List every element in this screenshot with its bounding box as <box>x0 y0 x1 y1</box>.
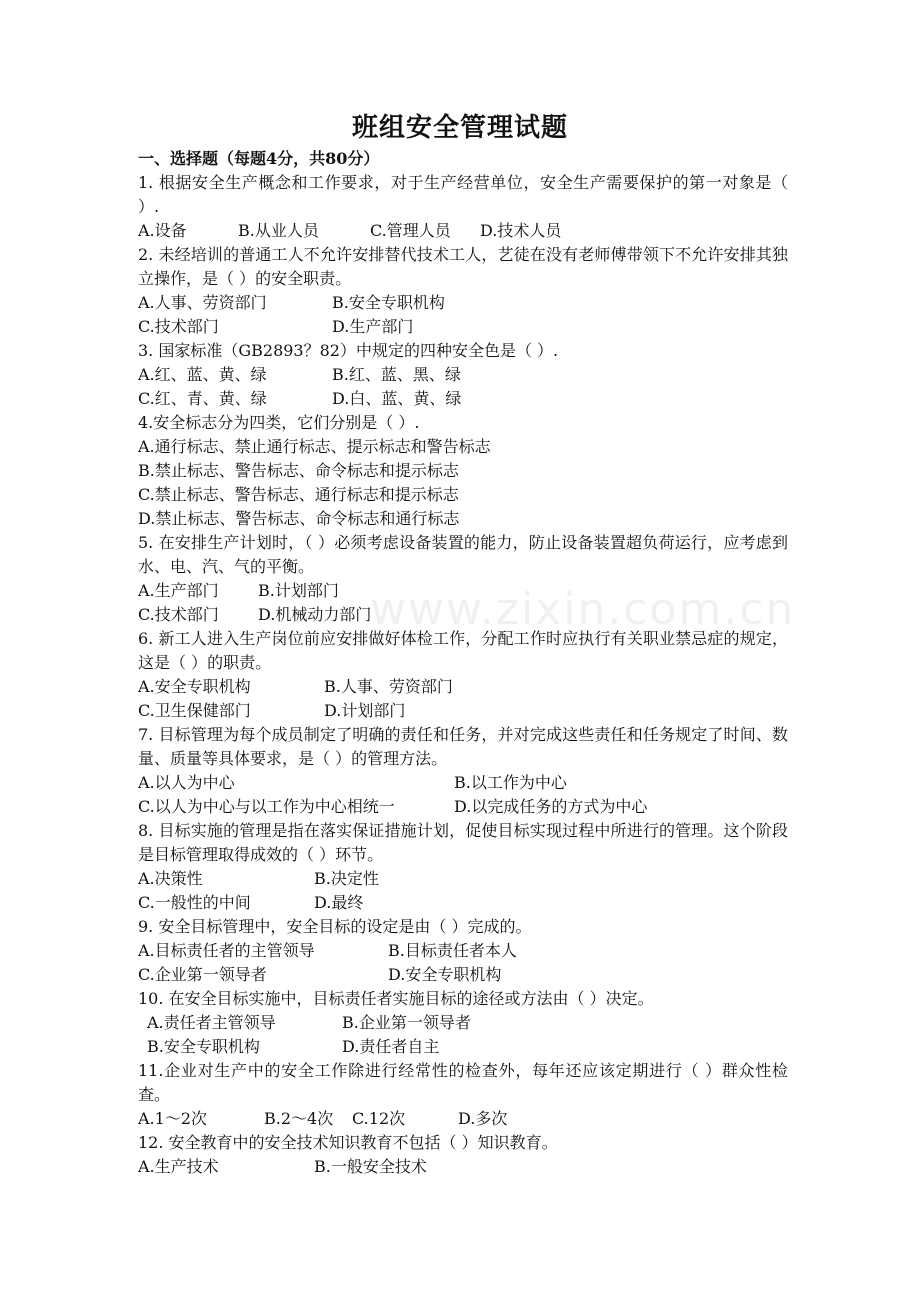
question-stem: 10. 在安全目标实施中，目标责任者实施目标的途径或方法由（ ）决定。 <box>138 989 654 1008</box>
option: C.一般性的中间 <box>138 893 251 912</box>
option-row <box>138 891 788 915</box>
option: B.企业第一领导者 <box>342 1013 471 1032</box>
option: C.12次 <box>352 1109 406 1128</box>
option: B.从业人员 <box>238 221 319 240</box>
option-row <box>138 387 788 411</box>
option: A.通行标志、禁止通行标志、提示标志和警告标志 <box>138 437 491 456</box>
question-stem: 2. 未经培训的普通工人不允许安排替代技术工人，艺徒在没有老师傅带领下不允许安排其独立操作，是（ ）的安全职责。 <box>138 245 788 288</box>
question-stem: 6. 新工人进入生产岗位前应安排做好体检工作，分配工作时应执行有关职业禁忌症的规定，这是（ ）的职责。 <box>138 629 788 672</box>
option: B.以工作为中心 <box>454 773 567 792</box>
option: B.安全专职机构 <box>332 293 445 312</box>
option: B.目标责任者本人 <box>388 941 517 960</box>
watermark: www.zixin.com.cn <box>370 584 796 635</box>
option: D.多次 <box>458 1109 508 1128</box>
option-row <box>138 1155 788 1179</box>
question-stem: 5. 在安排生产计划时，（ ）必须考虑设备装置的能力，防止设备装置超负荷运行，应考虑到水、电、汽、气的平衡。 <box>138 533 788 576</box>
question-stem: 3. 国家标准（GB2893？82）中规定的四种安全色是（ ）. <box>138 341 559 360</box>
option: D.安全专职机构 <box>388 965 502 984</box>
question-stem: 9. 安全目标管理中，安全目标的设定是由（ ）完成的。 <box>138 917 532 936</box>
question-stem: 11.企业对生产中的安全工作除进行经常性的检查外，每年还应该定期进行（ ）群众性检查。 <box>138 1061 788 1104</box>
option: B.一般安全技术 <box>314 1157 427 1176</box>
option: A.设备 <box>138 221 187 240</box>
option: C.企业第一领导者 <box>138 965 267 984</box>
option-row <box>138 579 788 603</box>
option: B.2～4次 <box>264 1109 334 1128</box>
option: B.安全专职机构 <box>147 1037 260 1056</box>
option: D.责任者自主 <box>342 1037 440 1056</box>
option: D.机械动力部门 <box>258 605 372 624</box>
option-row <box>138 939 788 963</box>
option: D.白、蓝、黄、绿 <box>332 389 462 408</box>
question-stem: 1. 根据安全生产概念和工作要求，对于生产经营单位，安全生产需要保护的第一对象是（ ）. <box>138 173 788 216</box>
option: B.决定性 <box>314 869 379 888</box>
option-row <box>138 315 788 339</box>
option-row <box>138 291 788 315</box>
option-row <box>138 1107 788 1131</box>
option: A.1～2次 <box>138 1109 208 1128</box>
option: A.安全专职机构 <box>138 677 251 696</box>
option-row <box>138 963 788 987</box>
option: B.计划部门 <box>258 581 339 600</box>
option-row <box>138 459 788 483</box>
option-row <box>138 1035 788 1059</box>
option: A.生产技术 <box>138 1157 219 1176</box>
option-row <box>138 795 788 819</box>
option-row <box>138 435 788 459</box>
option: D.技术人员 <box>480 221 562 240</box>
option-row <box>138 867 788 891</box>
option: D.计划部门 <box>324 701 406 720</box>
option: B.红、蓝、黑、绿 <box>332 365 461 384</box>
question-list <box>138 171 788 1179</box>
option: A.以人为中心 <box>138 773 235 792</box>
option: D.禁止标志、警告标志、命令标志和通行标志 <box>138 509 460 528</box>
option: C.技术部门 <box>138 605 219 624</box>
question-stem: 8. 目标实施的管理是指在落实保证措施计划，促使目标实现过程中所进行的管理。这个阶段是目标管理取得成效的（ ）环节。 <box>138 821 788 864</box>
option-row <box>138 219 788 243</box>
option: C.管理人员 <box>370 221 451 240</box>
option-row <box>138 507 788 531</box>
option-row <box>138 363 788 387</box>
question-stem: 12. 安全教育中的安全技术知识教育不包括（ ）知识教育。 <box>138 1133 558 1152</box>
option: D.以完成任务的方式为中心 <box>454 797 648 816</box>
option-row <box>138 1011 788 1035</box>
option: C.禁止标志、警告标志、通行标志和提示标志 <box>138 485 459 504</box>
option-row <box>138 675 788 699</box>
option: D.生产部门 <box>332 317 414 336</box>
option: B.人事、劳资部门 <box>324 677 453 696</box>
option: C.红、青、黄、绿 <box>138 389 267 408</box>
option: A.目标责任者的主管领导 <box>138 941 315 960</box>
question-stem: 7. 目标管理为每个成员制定了明确的责任和任务，并对完成这些责任和任务规定了时间、数量、质量等具体要求，是（ ）的管理方法。 <box>138 725 788 768</box>
question-stem: 4.安全标志分为四类，它们分别是（ ）. <box>138 413 420 432</box>
document-title: 班组安全管理试题 <box>351 113 568 143</box>
option: A.生产部门 <box>138 581 219 600</box>
option: D.最终 <box>314 893 364 912</box>
option: A.人事、劳资部门 <box>138 293 267 312</box>
option: A.责任者主管领导 <box>147 1013 276 1032</box>
option: C.卫生保健部门 <box>138 701 251 720</box>
option: B.禁止标志、警告标志、命令标志和提示标志 <box>138 461 459 480</box>
option-row <box>138 699 788 723</box>
section-heading: 一、选择题（每题4分，共80分） <box>138 149 380 168</box>
option-row <box>138 603 788 627</box>
option-row <box>138 771 788 795</box>
option-row <box>138 483 788 507</box>
option: C.技术部门 <box>138 317 219 336</box>
option: C.以人为中心与以工作为中心相统一 <box>138 797 395 816</box>
option: A.红、蓝、黄、绿 <box>138 365 267 384</box>
option: A.决策性 <box>138 869 203 888</box>
